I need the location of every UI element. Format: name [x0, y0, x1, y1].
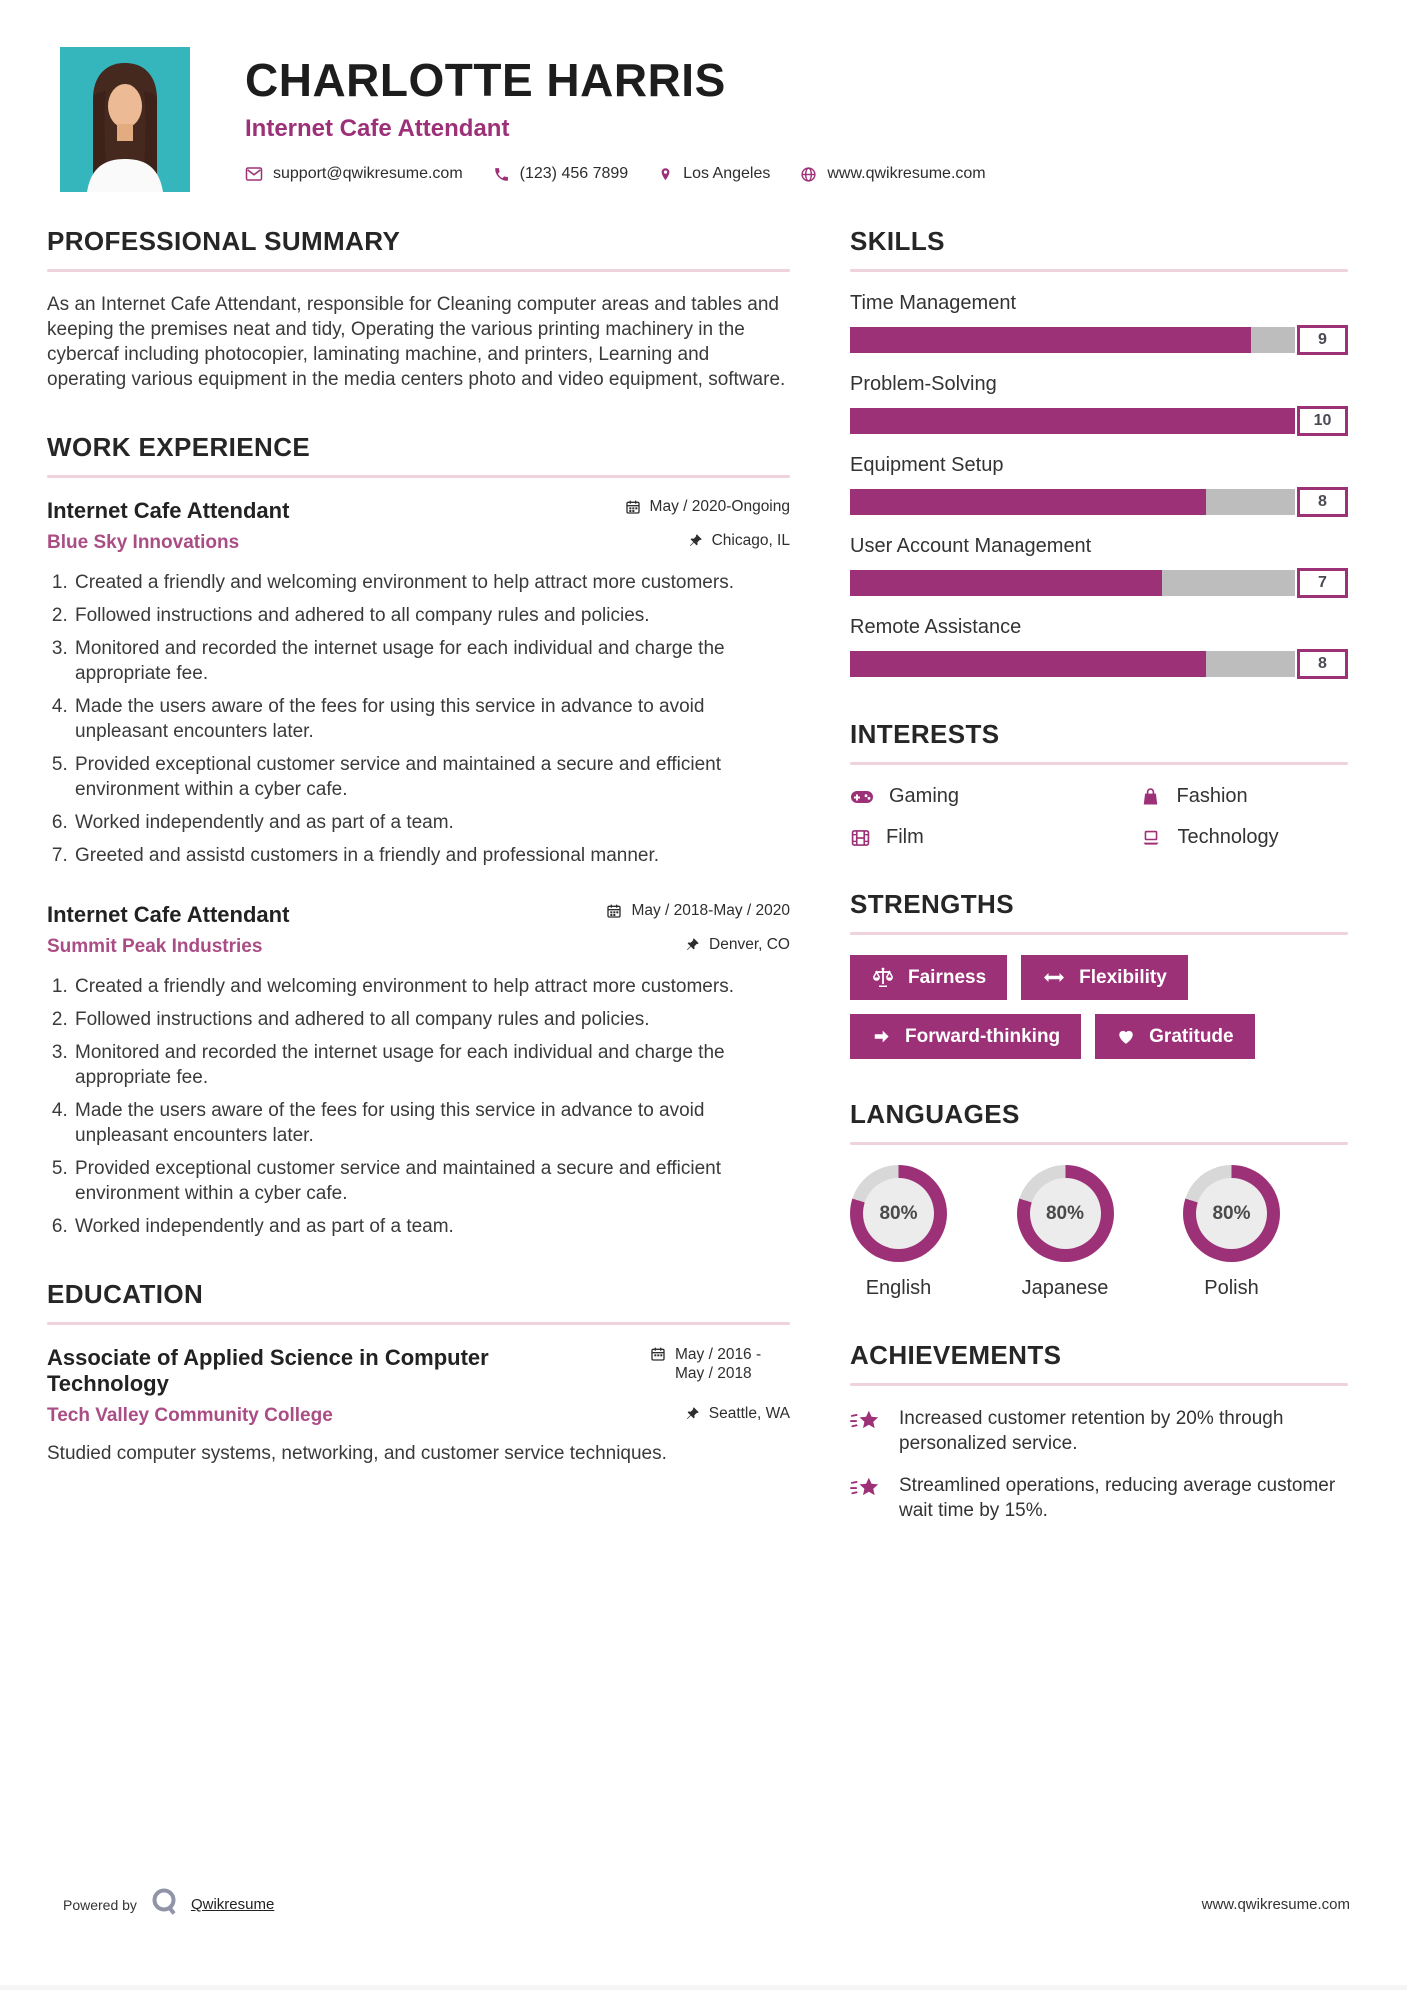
skill-row	[850, 454, 1348, 517]
section-heading: PROFESSIONAL SUMMARY	[47, 226, 401, 256]
heart-icon	[1116, 1027, 1136, 1046]
language-percent: 80%	[1030, 1178, 1101, 1249]
section-heading: INTERESTS	[850, 719, 1000, 749]
section-achievements	[850, 1340, 1348, 1523]
language-label: Japanese	[1021, 1277, 1109, 1299]
skill-value-badge: 8	[1297, 487, 1348, 517]
section-heading: SKILLS	[850, 226, 945, 256]
strength-badge	[1021, 955, 1188, 1000]
right-column	[850, 226, 1348, 1563]
education-location	[685, 1405, 790, 1423]
strengths-list	[850, 955, 1348, 1059]
left-column	[47, 226, 790, 1563]
skill-fill	[850, 489, 1206, 515]
job-bullet-item: 3. Monitored and recorded the internet usage for each individual and charge the appropriate fee.	[73, 1040, 790, 1090]
interest-label: Fashion	[1176, 785, 1248, 807]
company-name: Summit Peak Industries	[47, 936, 263, 957]
degree-title: Associate of Applied Science in Computer Technology	[47, 1345, 489, 1396]
skill-fill	[850, 408, 1295, 434]
job-location-text: Denver, CO	[709, 936, 790, 953]
section-skills	[850, 226, 1348, 679]
skills-list	[850, 292, 1348, 679]
skill-bar	[850, 325, 1348, 355]
section-professional-summary	[47, 226, 790, 392]
section-heading: ACHIEVEMENTS	[850, 1340, 1062, 1370]
content-columns	[0, 226, 1407, 1563]
language-item	[1017, 1165, 1114, 1300]
section-heading: STRENGTHS	[850, 889, 1014, 919]
contact-text: www.qwikresume.com	[827, 165, 986, 182]
skill-label: Remote Assistance	[850, 616, 1022, 638]
interest-item	[1140, 826, 1348, 849]
laptop-icon	[1140, 828, 1162, 847]
language-donut	[1017, 1165, 1114, 1262]
section-divider	[850, 762, 1348, 765]
job-bullet-item: 4. Made the users aware of the fees for using this service in advance to avoid unpleasant encounters later.	[73, 694, 790, 744]
skill-row	[850, 373, 1348, 436]
header	[0, 0, 1407, 192]
contact-text: (123) 456 7899	[519, 165, 629, 182]
location-pin-icon	[658, 166, 673, 183]
header-text	[245, 47, 986, 192]
section-languages	[850, 1099, 1348, 1300]
strength-label: Fairness	[908, 966, 987, 988]
skill-track	[850, 408, 1295, 434]
skill-label: Time Management	[850, 292, 1016, 314]
language-donut	[1183, 1165, 1280, 1262]
section-divider	[47, 269, 790, 272]
section-divider	[850, 1383, 1348, 1386]
gamepad-icon	[850, 787, 874, 807]
skill-track	[850, 570, 1295, 596]
interest-label: Technology	[1177, 826, 1279, 848]
job-bullet-item: 5. Provided exceptional customer service and maintained a secure and efficient environment within a cyber cafe.	[73, 752, 790, 802]
section-divider	[850, 1142, 1348, 1145]
skill-track	[850, 489, 1295, 515]
achievement-text: Increased customer retention by 20% through personalized service.	[899, 1408, 1284, 1454]
strength-label: Forward-thinking	[905, 1025, 1061, 1047]
job-dates-text: May / 2018-May / 2020	[631, 902, 790, 919]
strength-badge	[1095, 1014, 1254, 1059]
skill-label: Equipment Setup	[850, 454, 1004, 476]
summary-text: As an Internet Cafe Attendant, responsible for Cleaning computer areas and tables and keeping the premises neat and tidy, Operating the various printing machinery in the cybercaf including photocopier, laminating machine, and printers, Learning and operating various equipment in the media centers photo and video equipment, software.	[47, 294, 786, 390]
section-heading: LANGUAGES	[850, 1099, 1020, 1129]
strength-label: Flexibility	[1079, 966, 1167, 988]
skill-track	[850, 651, 1295, 677]
job-bullet-item: 6. Worked independently and as part of a team.	[73, 810, 790, 835]
section-heading: WORK EXPERIENCE	[47, 432, 311, 462]
language-percent: 80%	[1196, 1178, 1267, 1249]
skill-value-badge: 10	[1297, 406, 1348, 436]
job-bullet-item: 1. Created a friendly and welcoming environment to help attract more customers.	[73, 570, 790, 595]
calendar-icon	[650, 1345, 666, 1362]
job-bullet-item: 7. Greeted and assistd customers in a friendly and professional manner.	[73, 843, 790, 868]
skill-fill	[850, 651, 1206, 677]
person-name: CHARLOTTE HARRIS	[245, 54, 726, 106]
job-bullet-item: 1. Created a friendly and welcoming environment to help attract more customers.	[73, 974, 790, 999]
globe-icon	[800, 166, 817, 183]
job-bullet-list	[47, 974, 790, 1239]
job-bullet-list	[47, 570, 790, 868]
job-dates	[606, 902, 790, 920]
job-bullet-item: 4. Made the users aware of the fees for using this service in advance to avoid unpleasant encounters later.	[73, 1098, 790, 1148]
job-entry	[47, 498, 790, 868]
pushpin-icon	[685, 1405, 700, 1421]
scales-icon	[871, 966, 895, 990]
achievements-list	[850, 1406, 1348, 1523]
powered-by-label: Powered by	[63, 1896, 137, 1913]
interest-label: Gaming	[889, 785, 960, 807]
strength-badge	[850, 955, 1007, 1000]
education-dates-text: May / 2016 - May / 2018	[675, 1346, 762, 1382]
pushpin-icon	[688, 532, 703, 548]
skill-row	[850, 535, 1348, 598]
interest-label: Film	[886, 826, 924, 848]
languages-list	[850, 1165, 1348, 1300]
skill-bar	[850, 568, 1348, 598]
phone-icon	[493, 166, 510, 183]
skill-bar	[850, 406, 1348, 436]
calendar-icon	[606, 902, 622, 919]
footer	[63, 1887, 1350, 1922]
skill-bar	[850, 649, 1348, 679]
strength-label: Gratitude	[1149, 1025, 1234, 1047]
section-heading: EDUCATION	[47, 1279, 204, 1309]
job-bullet-item: 6. Worked independently and as part of a team.	[73, 1214, 790, 1239]
language-donut	[850, 1165, 947, 1262]
qwikresume-logo-icon	[149, 1887, 179, 1922]
shopping-bag-icon	[1140, 787, 1161, 807]
achievement-text: Streamlined operations, reducing average customer wait time by 15%.	[899, 1475, 1336, 1521]
shooting-star-icon	[850, 1473, 882, 1523]
section-divider	[47, 475, 790, 478]
contact-row	[245, 165, 986, 183]
film-icon	[850, 828, 871, 848]
skill-bar	[850, 487, 1348, 517]
language-label: English	[865, 1277, 932, 1299]
section-interests	[850, 719, 1348, 849]
email-icon	[245, 165, 263, 183]
job-title: Internet Cafe Attendant	[245, 115, 510, 142]
language-label: Polish	[1204, 1277, 1259, 1299]
school-name: Tech Valley Community College	[47, 1405, 333, 1426]
skill-label: Problem-Solving	[850, 373, 997, 395]
skill-row	[850, 292, 1348, 355]
job-bullet-item: 5. Provided exceptional customer service and maintained a secure and efficient environment within a cyber cafe.	[73, 1156, 790, 1206]
skill-track	[850, 327, 1295, 353]
job-location-text: Chicago, IL	[711, 532, 790, 549]
education-location-text: Seattle, WA	[708, 1405, 790, 1422]
language-percent: 80%	[863, 1178, 934, 1249]
skill-fill	[850, 327, 1251, 353]
page-bottom-strip	[0, 1985, 1407, 1990]
section-divider	[850, 932, 1348, 935]
skill-row	[850, 616, 1348, 679]
job-entry	[47, 902, 790, 1239]
qwikresume-link[interactable]: Qwikresume	[190, 1896, 275, 1913]
skill-value-badge: 9	[1297, 325, 1348, 355]
education-description: Studied computer systems, networking, and customer service techniques.	[47, 1443, 667, 1464]
job-location	[685, 936, 790, 954]
contact-item	[245, 165, 463, 183]
section-divider	[47, 1322, 790, 1325]
job-dates-text: May / 2020-Ongoing	[649, 498, 790, 515]
interest-item	[1140, 785, 1348, 808]
skill-label: User Account Management	[850, 535, 1092, 557]
achievement-item	[850, 1406, 1348, 1456]
job-bullet-item: 2. Followed instructions and adhered to all company rules and policies.	[73, 603, 790, 628]
job-entry-title: Internet Cafe Attendant	[47, 498, 290, 523]
skill-fill	[850, 570, 1162, 596]
education-dates	[650, 1345, 790, 1383]
shooting-star-icon	[850, 1406, 882, 1456]
interests-list	[850, 785, 1348, 849]
interest-item	[850, 826, 1140, 849]
section-divider	[850, 269, 1348, 272]
right-arrow-icon	[871, 1027, 892, 1046]
contact-text: support@qwikresume.com	[273, 165, 463, 182]
section-work-experience	[47, 432, 790, 1239]
achievement-item	[850, 1473, 1348, 1523]
section-education	[47, 1279, 790, 1466]
interest-item	[850, 785, 1140, 808]
strength-badge	[850, 1014, 1081, 1059]
section-strengths	[850, 889, 1348, 1059]
calendar-icon	[625, 498, 641, 515]
contact-item	[800, 165, 985, 183]
job-bullet-item: 2. Followed instructions and adhered to all company rules and policies.	[73, 1007, 790, 1032]
language-item	[1183, 1165, 1280, 1300]
contact-item	[493, 165, 629, 183]
job-location	[688, 532, 790, 550]
job-bullet-item: 3. Monitored and recorded the internet usage for each individual and charge the appropriate fee.	[73, 636, 790, 686]
profile-photo-image	[60, 47, 190, 192]
contact-item	[658, 165, 770, 183]
company-name: Blue Sky Innovations	[47, 532, 240, 553]
contact-text: Los Angeles	[683, 165, 771, 182]
pushpin-icon	[685, 936, 700, 952]
left-right-arrow-icon	[1042, 969, 1066, 986]
job-entry-title: Internet Cafe Attendant	[47, 902, 290, 927]
footer-site-url: www.qwikresume.com	[1201, 1896, 1350, 1913]
language-item	[850, 1165, 947, 1300]
skill-value-badge: 7	[1297, 568, 1348, 598]
skill-value-badge: 8	[1297, 649, 1348, 679]
profile-photo	[60, 47, 190, 192]
job-dates	[625, 498, 790, 516]
